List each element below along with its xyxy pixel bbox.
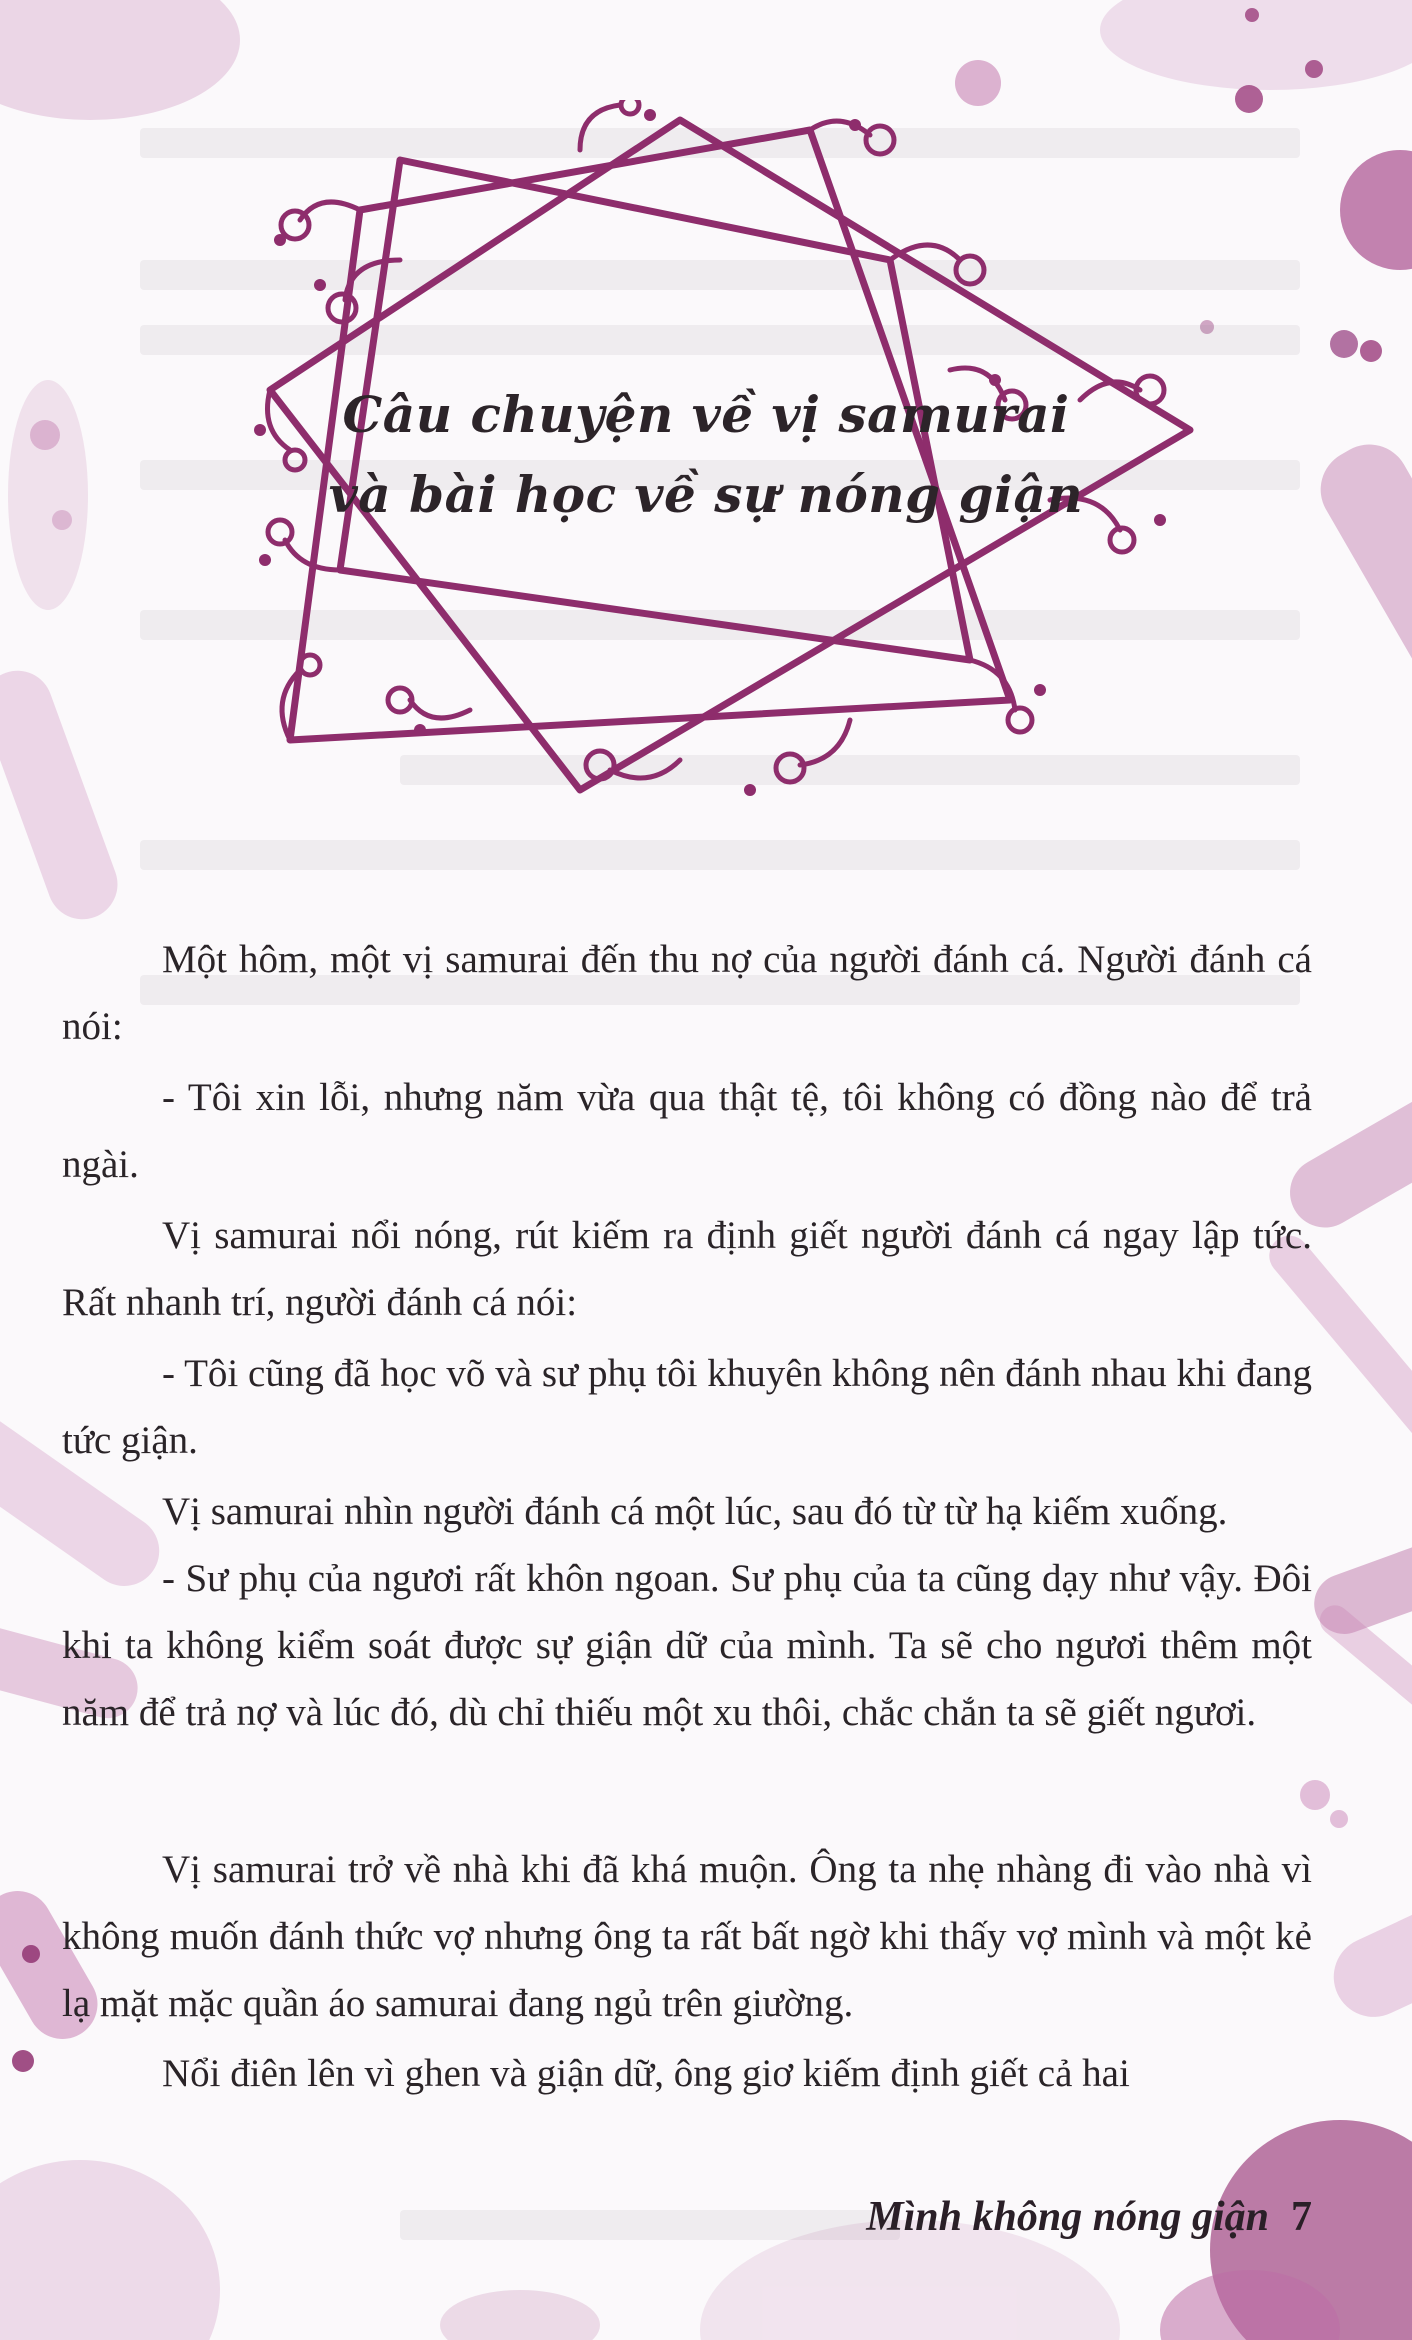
paragraph: Vị samurai nổi nóng, rút kiếm ra định giết người đánh cá ngay lập tức. Rất nhanh trí, người đánh cá nói: bbox=[62, 1214, 1312, 1324]
paragraph: Vị samurai nhìn người đánh cá một lúc, sau đó từ từ hạ kiếm xuống. bbox=[162, 1490, 1228, 1533]
title-line-2: và bài học về sự nóng giận bbox=[328, 465, 1084, 524]
title-frame-ornament bbox=[250, 100, 1210, 800]
paragraph: - Tôi xin lỗi, nhưng năm vừa qua thật tệ, tôi không có đồng nào để trả ngài. bbox=[62, 1076, 1312, 1186]
running-title: Mình không nóng giận bbox=[866, 2194, 1269, 2240]
page-footer bbox=[866, 2193, 1312, 2241]
title-line-1: Câu chuyện về vị samurai bbox=[342, 385, 1070, 444]
paragraph: Một hôm, một vị samurai đến thu nợ của người đánh cá. Người đánh cá nói: bbox=[62, 938, 1312, 1048]
paragraph: - Sư phụ của ngươi rất khôn ngoan. Sư phụ của ta cũng dạy như vậy. Đôi khi ta không kiểm soát được sự giận dữ của mình. Ta sẽ cho ngươi thêm một năm để trả nợ và lúc đó, dù chỉ thiếu một xu thôi, chắc chắn ta sẽ giết ngươi. bbox=[62, 1557, 1312, 1734]
paragraph: - Tôi cũng đã học võ và sư phụ tôi khuyên không nên đánh nhau khi đang tức giận. bbox=[62, 1352, 1312, 1462]
paragraph: Vị samurai trở về nhà khi đã khá muộn. Ông ta nhẹ nhàng đi vào nhà vì không muốn đánh thức vợ nhưng ông ta rất bất ngờ khi thấy vợ mình và một kẻ lạ mặt mặc quần áo samurai đang ngủ trên giường. bbox=[62, 1848, 1312, 2025]
paragraph: Nổi điên lên vì ghen và giận dữ, ông giơ kiếm định giết cả hai bbox=[162, 2052, 1130, 2095]
page-number: 7 bbox=[1291, 2194, 1312, 2240]
